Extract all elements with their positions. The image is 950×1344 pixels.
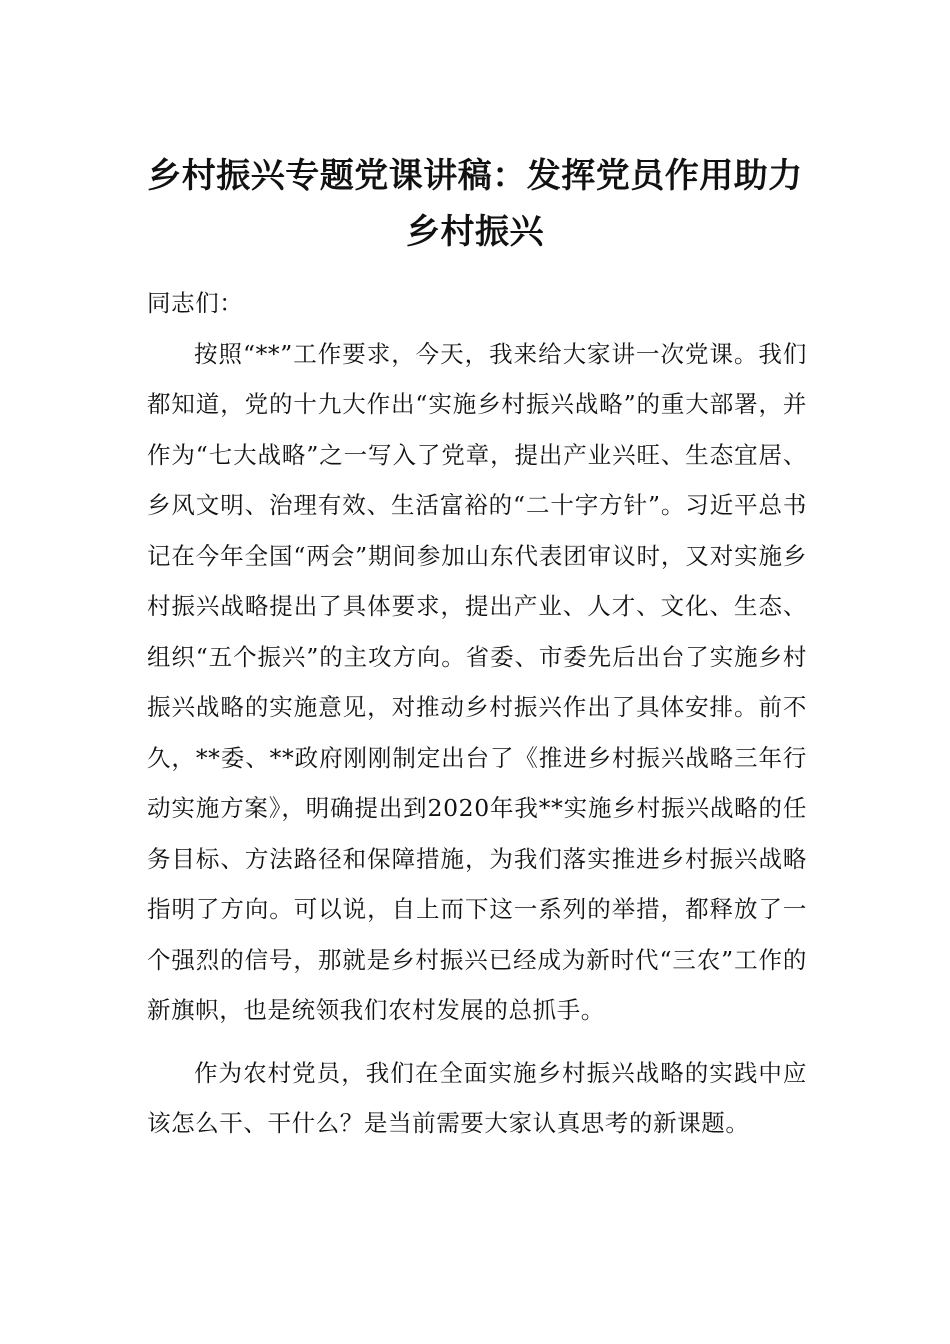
paragraph-2: 作为农村党员，我们在全面实施乡村振兴战略的实践中应该怎么干、干什么？是当前需要大家认真思考的新课题。 <box>147 1058 807 1137</box>
salutation: 同志们： <box>147 289 244 317</box>
document-body <box>147 278 807 1149</box>
title-line-1: 乡村振兴专题党课讲稿：发挥党员作用助力 <box>147 156 803 196</box>
title-line-2: 乡村振兴 <box>406 212 544 252</box>
paragraph-1: 按照“**”工作要求，今天，我来给大家讲一次党课。我们都知道，党的十九大作出“实施乡村振兴战略”的重大部署，并作为“七大战略”之一写入了党章，提出产业兴旺、生态宜居、乡风文明、治理有效、生活富裕的“二十字方针”。习近平总书记在今年全国“两会”期间参加山东代表团审议时，又对实施乡村振兴战略提出了具体要求，提出产业、人才、文化、生态、组织“五个振兴”的主攻方向。省委、市委先后出台了实施乡村振兴战略的实施意见，对推动乡村振兴作出了具体安排。前不久，**委、**政府刚刚制定出台了《推进乡村振兴战略三年行动实施方案》，明确提出到2020年我**实施乡村振兴战略的任务目标、方法路径和保障措施，为我们落实推进乡村振兴战略指明了方向。可以说，自上而下这一系列的举措，都释放了一个强烈的信号，那就是乡村振兴已经成为新时代“三农”工作的新旗帜，也是统领我们农村发展的总抓手。 <box>147 339 807 1024</box>
document-title <box>140 148 810 260</box>
